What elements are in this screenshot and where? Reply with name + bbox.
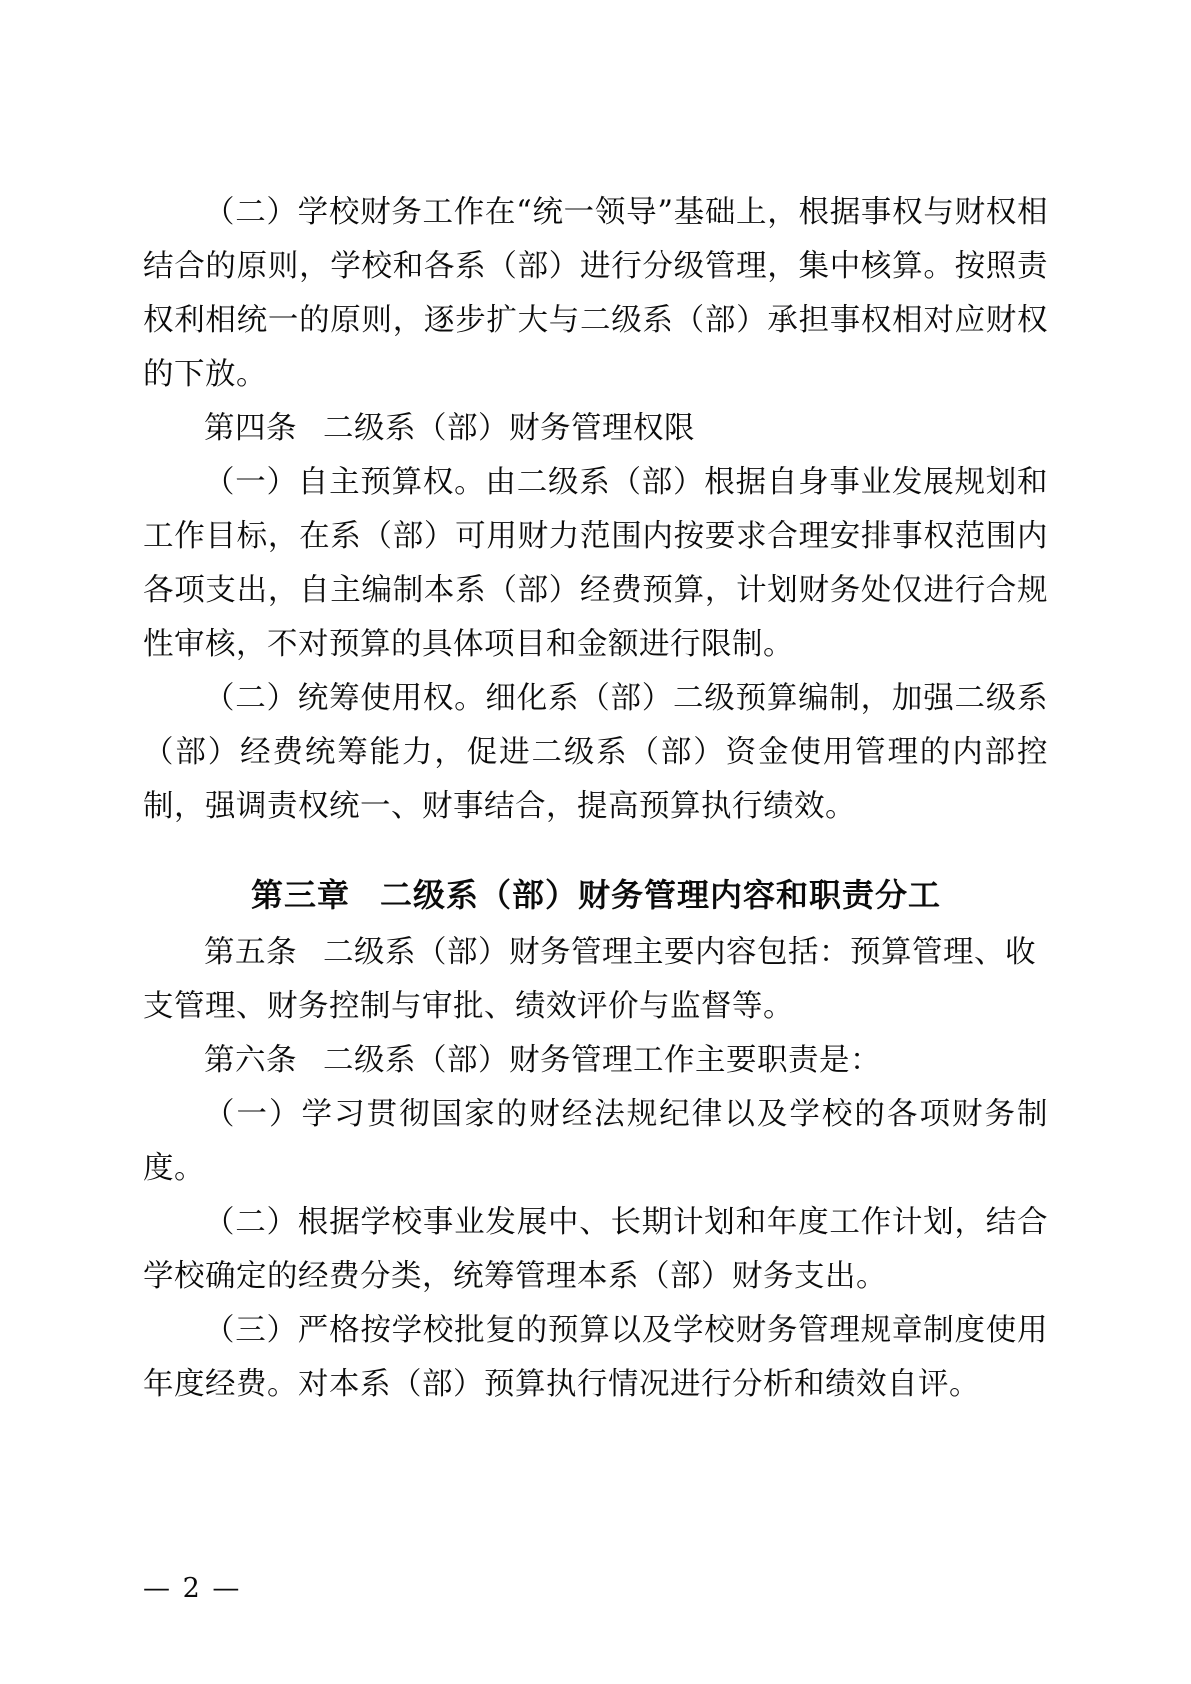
article-4-label: 第四条 — [204, 411, 297, 446]
paragraph-duty-2-overall-planning: （二）根据学校事业发展中、长期计划和年度工作计划，结合学校确定的经费分类，统筹管理本系（部）财务支出。 — [143, 1205, 1048, 1294]
paragraph-duty-1-study-regulations: （一）学习贯彻国家的财经法规纪律以及学校的各项财务制度。 — [143, 1097, 1048, 1186]
paragraph-clause-1-budget-autonomy: （一）自主预算权。由二级系（部）根据自身事业发展规划和工作目标，在系（部）可用财力范围内按要求合理安排事权范围内各项支出，自主编制本系（部）经费预算，计划财务处仅进行合规性审核，不对预算的具体项目和金额进行限制。 — [143, 465, 1048, 662]
chapter-3-heading — [143, 868, 1048, 922]
article-6-text: 二级系（部）财务管理工作主要职责是： — [323, 1043, 881, 1078]
chapter-3-text: 二级系（部）财务管理内容和职责分工 — [380, 876, 942, 914]
article-4-text: 二级系（部）财务管理权限 — [323, 411, 695, 446]
article-5-heading — [143, 926, 1048, 1034]
article-6-label: 第六条 — [204, 1043, 297, 1078]
article-5-label: 第五条 — [204, 935, 297, 970]
article-6-heading — [143, 1034, 1048, 1088]
paragraph-duty-3-budget-execution: （三）严格按学校批复的预算以及学校财务管理规章制度使用年度经费。对本系（部）预算执行情况进行分析和绩效自评。 — [143, 1313, 1048, 1402]
article-5-text: 二级系（部）财务管理主要内容包括：预算管理、收支管理、财务控制与审批、绩效评价与监督等。 — [143, 935, 1036, 1024]
paragraph-clause-2-coordinated-use: （二）统筹使用权。细化系（部）二级预算编制，加强二级系（部）经费统筹能力，促进二级系（部）资金使用管理的内部控制，强调责权统一、财事结合，提高预算执行绩效。 — [143, 681, 1048, 824]
chapter-3-label: 第三章 — [251, 876, 351, 914]
article-4-heading — [143, 402, 1048, 456]
document-body — [143, 186, 1048, 1412]
paragraph-clause-2-leadership: （二）学校财务工作在“统一领导”基础上，根据事权与财权相结合的原则，学校和各系（部）进行分级管理，集中核算。按照责权利相统一的原则，逐步扩大与二级系（部）承担事权相对应财权的下放。 — [143, 195, 1048, 392]
page-number: — 2 — — [143, 1573, 242, 1604]
